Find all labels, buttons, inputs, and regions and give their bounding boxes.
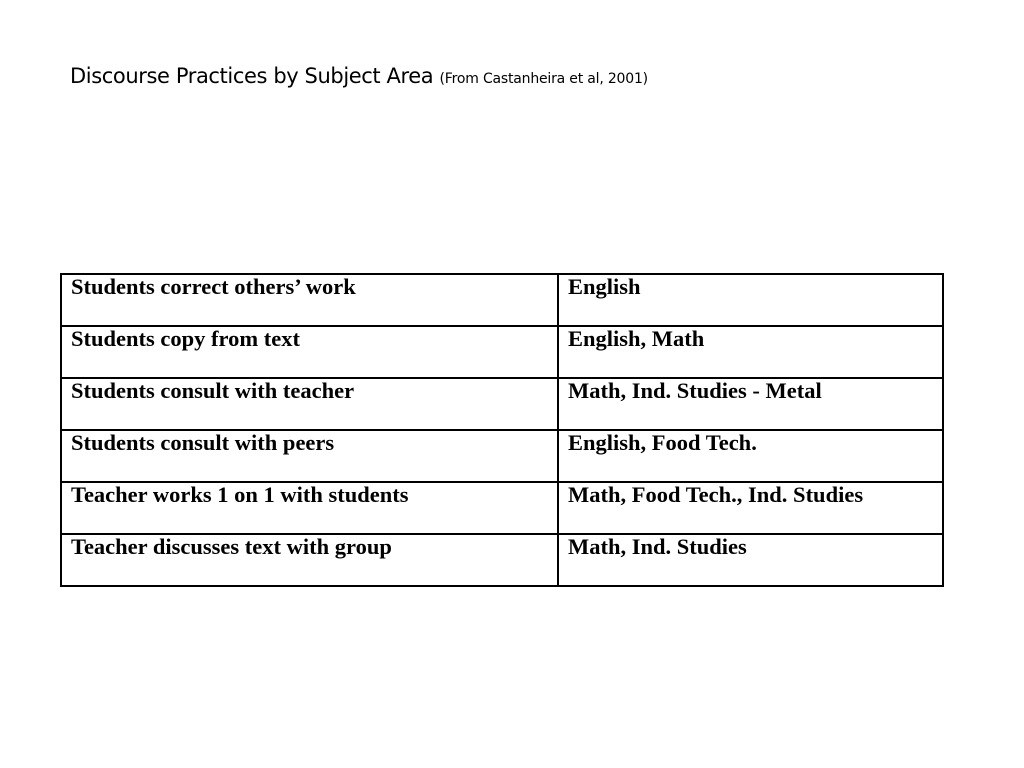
subject-area-cell: English, Math bbox=[558, 326, 943, 378]
table-row bbox=[61, 482, 943, 534]
practice-cell: Students correct others’ work bbox=[61, 274, 558, 326]
subject-area-cell: Math, Food Tech., Ind. Studies bbox=[558, 482, 943, 534]
subject-area-cell: English, Food Tech. bbox=[558, 430, 943, 482]
practice-cell: Students copy from text bbox=[61, 326, 558, 378]
practice-cell: Students consult with peers bbox=[61, 430, 558, 482]
practice-cell: Teacher works 1 on 1 with students bbox=[61, 482, 558, 534]
practice-cell: Students consult with teacher bbox=[61, 378, 558, 430]
practice-cell: Teacher discusses text with group bbox=[61, 534, 558, 586]
table-row bbox=[61, 534, 943, 586]
table-row bbox=[61, 326, 943, 378]
page-title bbox=[70, 62, 648, 93]
discourse-practices-table bbox=[60, 273, 944, 587]
subject-area-cell: Math, Ind. Studies bbox=[558, 534, 943, 586]
subject-area-cell: Math, Ind. Studies - Metal bbox=[558, 378, 943, 430]
title-text: Discourse Practices by Subject Area bbox=[70, 64, 434, 88]
table-row bbox=[61, 430, 943, 482]
table-row bbox=[61, 274, 943, 326]
title-citation: (From Castanheira et al, 2001) bbox=[439, 71, 648, 87]
subject-area-cell: English bbox=[558, 274, 943, 326]
table-row bbox=[61, 378, 943, 430]
